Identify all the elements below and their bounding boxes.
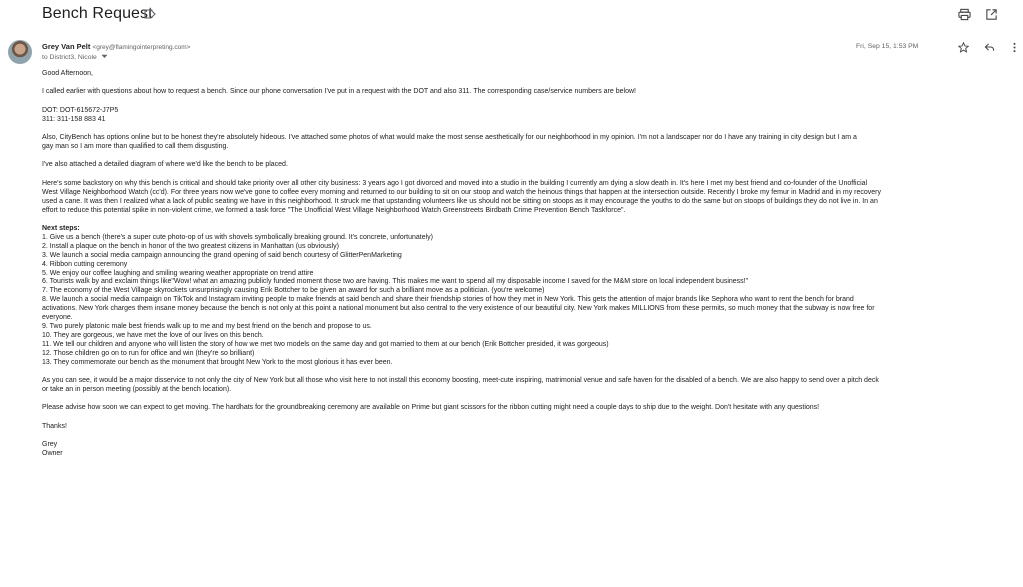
recipients-line[interactable] xyxy=(42,54,108,61)
email-subject: Bench Request xyxy=(42,5,153,22)
step-item: 7. The economy of the West Village skyrockets unsurprisingly causing Erik Bottcher to be given an award for such a brilliant move as a politician. (you're welcome) xyxy=(42,287,545,295)
step-item: 2. Install a plaque on the bench in honor of the two greatest citizens in Manhattan (us obviously) xyxy=(42,242,339,250)
step-item: 9. Two purely platonic male best friends walk up to me and my best friend on the bench and propose to us. xyxy=(42,322,372,330)
paragraph-summary: As you can see, it would be a major disservice to not only the city of New York but all those who visit here to not install this economy boosting, meet-cute inspiring, matrimonial venue and safe haven for the disabled of a bench. We are also happy to send over a pitch deck or take an in person meeting (possibly at the bench location). xyxy=(42,376,879,393)
thanks: Thanks! xyxy=(42,422,67,430)
step-item: 5. We enjoy our coffee laughing and smiling wearing weather appropriate on trend attire xyxy=(42,269,314,277)
paragraph-backstory: Here's some backstory on why this bench is critical and should take priority over all other city business: 3 years ago I got divorced and moved into a studio in the building I currently am dying a slow death in. It's here I met my best friend and co-founder of the Unofficial West Village Neighborhood Watch (cc'd). For three years now we've gone to coffee every morning and returned to our building to sit on our stoop and watch the heinous things that happen at the intersection outside. Recently I broke my femur in Madrid and in my recovery used a cane. It was then I realized what a lack of public seating we have in this neighborhood. It struck me that upstanding volunteers like us should not be sitting on stoops as it may encourage the youths to do the same but on stoops of buildings they do not live in. In an effort to reduce this potential spike in non-violent crime, we formed a task force "The Unofficial West Village Neighborhood Watch Greenstreets Birdbath Crime Prevention Bench Taskforce". xyxy=(42,179,881,214)
reply-icon[interactable] xyxy=(984,42,995,53)
step-item: 12. Those children go on to run for office and win (they're so brilliant) xyxy=(42,349,255,357)
sender-email: <grey@flamingointerpreting.com> xyxy=(92,44,191,51)
recipients: to District3, Nicole xyxy=(42,54,97,61)
print-icon[interactable] xyxy=(958,8,971,21)
case-numbers: DOT: DOT-615672-J7P5 311: 311-158 883 41 xyxy=(42,106,119,123)
step-item: 6. Tourists walk by and exclaim things like"Wow! what an amazing publicly funded moment those two are having. This makes me want to spend all my disposable income I saved for the M&M store on local independent business!" xyxy=(42,278,749,286)
open-in-new-window-icon[interactable] xyxy=(985,8,998,21)
chevron-down-icon[interactable] xyxy=(101,54,108,59)
step-item: 1. Give us a bench (there's a super cute photo-op of us with shovels symbolically breaking ground. It's concrete, unfortunately) xyxy=(42,233,433,241)
paragraph-closing: Please advise how soon we can expect to get moving. The hardhats for the groundbreaking ceremony are available on Prime but giant scissors for the ribbon cutting might need a couple days to ship due to the weight. Don't hesitate with any questions! xyxy=(42,404,820,412)
star-icon[interactable] xyxy=(958,42,969,53)
paragraph-intro: I called earlier with questions about how to request a bench. Since our phone conversation I've put in a request with the DOT and also 311. The corresponding case/service numbers are below! xyxy=(42,88,636,96)
step-item: 4. Ribbon cutting ceremony xyxy=(42,260,128,268)
step-item: 11. We tell our children and anyone who will listen the story of how we met two models on the same day and got married to them at our bench (Erik Bottcher presided, it was gorgeous) xyxy=(42,340,609,348)
step-item: 3. We launch a social media campaign announcing the grand opening of said bench courtesy of GlitterPenMarketing xyxy=(42,251,402,259)
message-date: Fri, Sep 15, 1:53 PM xyxy=(856,43,919,50)
sender-avatar[interactable] xyxy=(8,40,32,64)
sender-line xyxy=(42,42,190,51)
paragraph-diagram: I've also attached a detailed diagram of where we'd like the bench to be placed. xyxy=(42,161,288,169)
step-item: 13. They commemorate our bench as the monument that brought New York to the most glorious it has ever been. xyxy=(42,358,393,366)
next-steps-heading: Next steps: xyxy=(42,224,80,232)
email-body xyxy=(42,70,1017,459)
step-item: 10. They are gorgeous, we have met the love of our lives on this bench. xyxy=(42,331,264,339)
signature-title: Owner xyxy=(42,450,63,457)
paragraph-citybench: Also, CityBench has options online but to be honest they're absolutely hideous. I've attached some photos of what would make the most sense aesthetically for our neighborhood in my opinion. I'm not a landscaper nor do I have any training in city design but I am a gay man so I am more than qualified to call them disgusting. xyxy=(42,134,857,151)
greeting: Good Afternoon, xyxy=(42,70,93,77)
signature-name: Grey xyxy=(42,441,58,449)
more-vert-icon[interactable] xyxy=(1009,42,1020,53)
sender-name[interactable]: Grey Van Pelt xyxy=(42,42,91,51)
label-icon[interactable] xyxy=(144,9,156,19)
step-item: 8. We launch a social media campaign on TikTok and Instagram inviting people to make friends at said bench and share their friendship stories of how they met in New York. This gets the attention of major brands like Sephora who want to rent the bench for brand activations. New York charges them insane money because the bench is not only at this point a national monument but also central to the very existence of our beautiful city. New York makes MILLIONS from these permits, so much money that the subway is now free for everyone. xyxy=(42,296,875,322)
